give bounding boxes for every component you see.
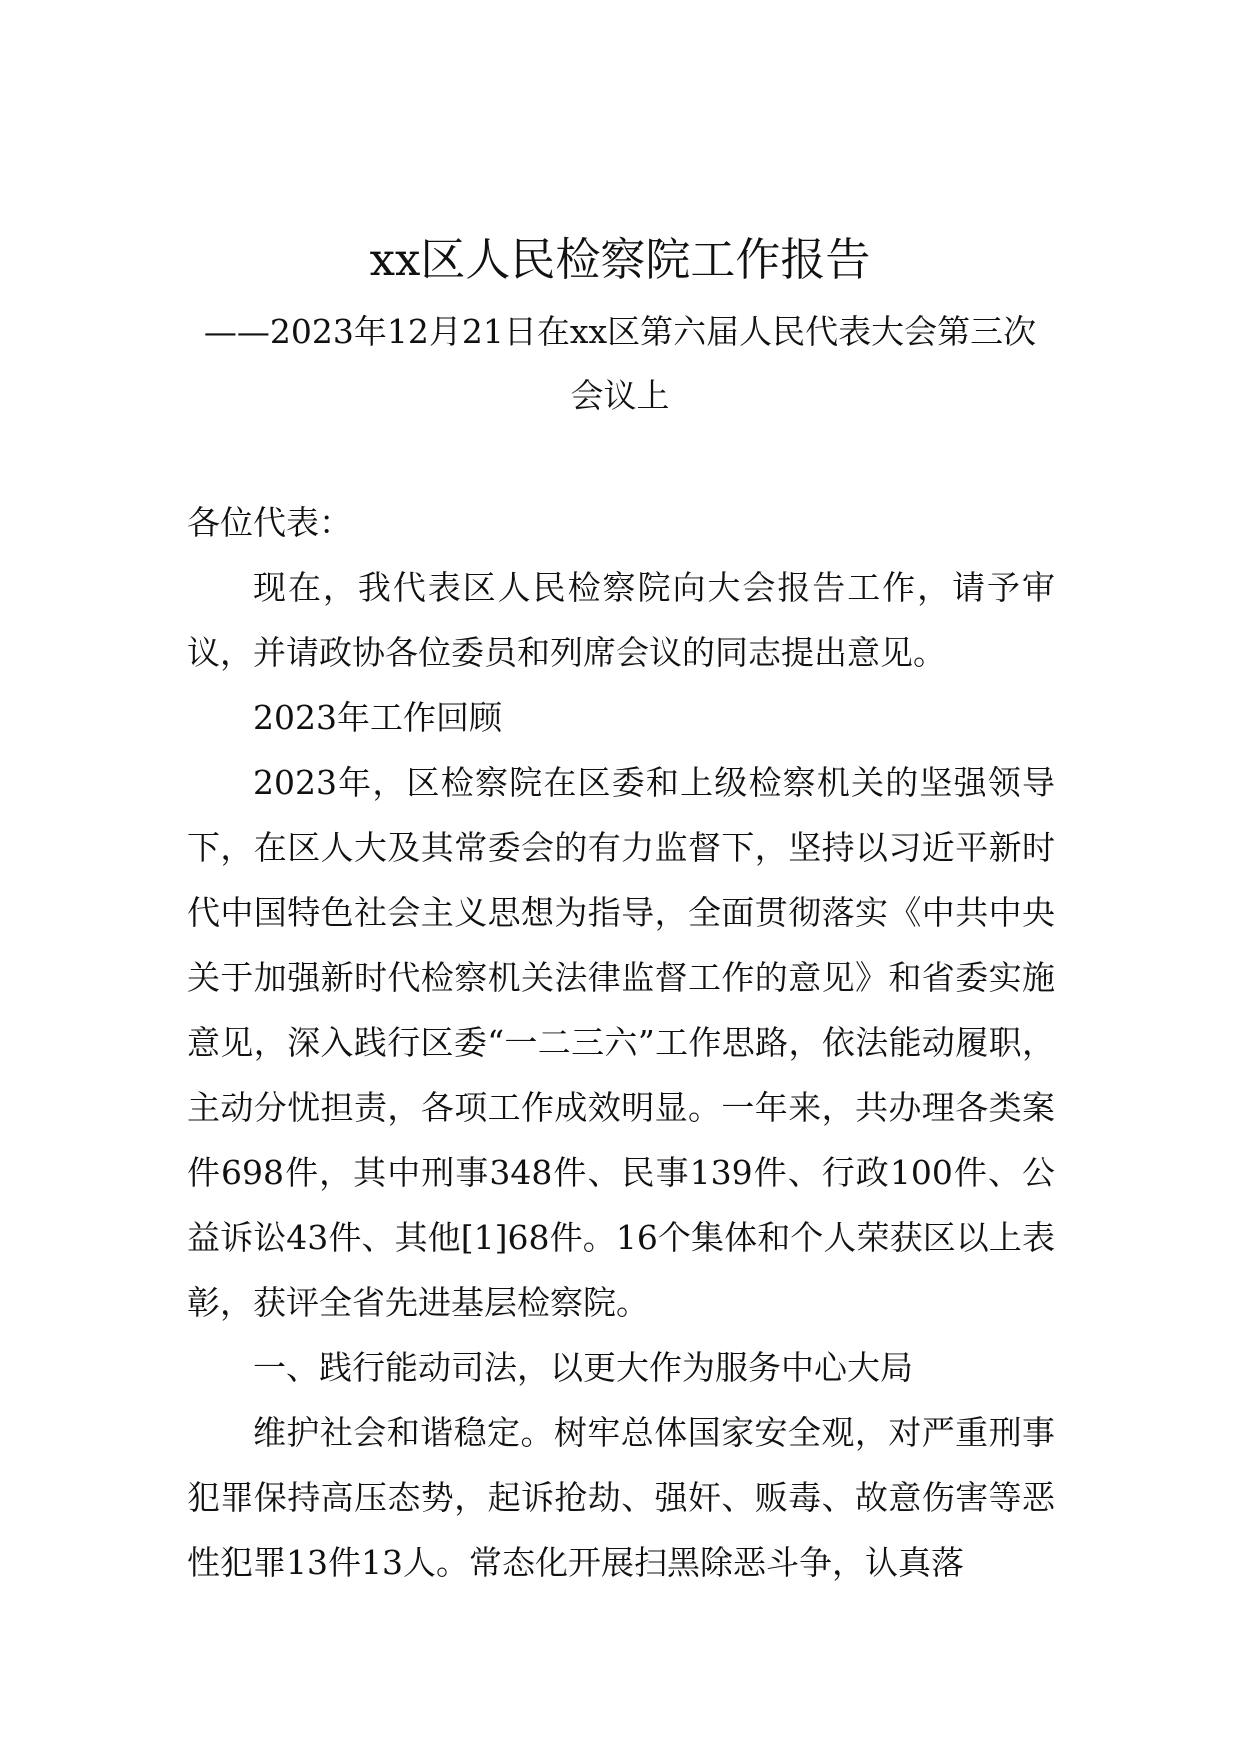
section-heading-review: 2023年工作回顾: [253, 698, 502, 737]
document-body: [187, 490, 1055, 1595]
salutation: 各位代表：: [187, 503, 352, 542]
paragraph-stability: 维护社会和谐稳定。树牢总体国家安全观，对严重刑事犯罪保持高压态势，起诉抢劫、强奸、贩毒、故意伤害等恶性犯罪13件13人。常态化开展扫黑除恶斗争，认真落: [187, 1413, 1055, 1582]
document-subtitle: ——2023年12月21日在xx区第六届人民代表大会第三次会议上: [203, 312, 1037, 415]
section-heading-one: 一、践行能动司法，以更大作为服务中心大局: [253, 1348, 913, 1387]
paragraph-summary: 2023年，区检察院在区委和上级检察机关的坚强领导下，在区人大及其常委会的有力监督下，坚持以习近平新时代中国特色社会主义思想为指导，全面贯彻落实《中共中央关于加强新时代检察机关法律监督工作的意见》和省委实施意见，深入践行区委“一二三六”工作思路，依法能动履职，主动分忧担责，各项工作成效明显。一年来，共办理各类案件698件，其中刑事348件、民事139件、行政100件、公益诉讼43件、其他[1]68件。16个集体和个人荣获区以上表彰，获评全省先进基层检察院。: [187, 763, 1055, 1322]
paragraph-opening: 现在，我代表区人民检察院向大会报告工作，请予审议，并请政协各位委员和列席会议的同志提出意见。: [187, 568, 1055, 672]
document-title: xx区人民检察院工作报告: [369, 233, 871, 286]
